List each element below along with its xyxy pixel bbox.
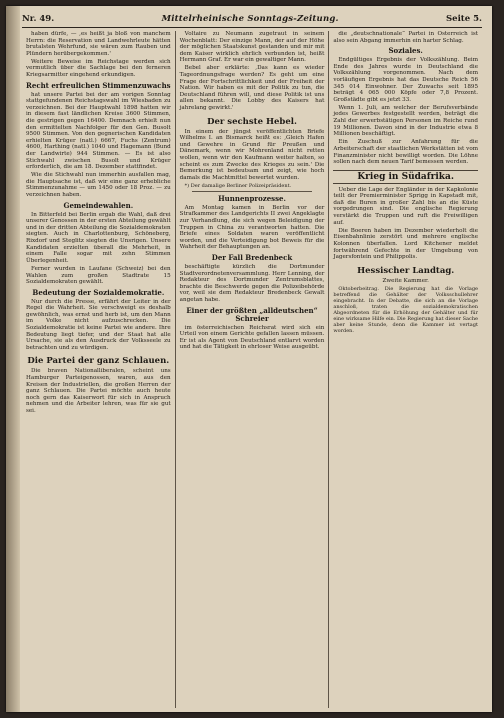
article-heading: Recht erfreulichen Stimmenzuwachs xyxy=(26,80,171,90)
article-text: Ein Zuschuß zur Anfahrung für die Arbeiterschaft der staatlichen Werkstätten ist vom Finanzminister nicht bewilligt worden. Die Löhne sollen nach dem neuen Tarif bemessen werden. xyxy=(333,139,479,166)
article-text: Bebel aber erklärte: ,Das kann es wieder Tageordnungsfrage werden? Es geht um eine Frage der Fortschrittlichkeit und der Freiheit der Nation. Wir haben es mit der Politik zu tun, die Deutschland führen will, und diese Politik ist uns allen bekannt. Die Lobby des Kaisers hat jahrelang gewirkt.' xyxy=(179,65,325,112)
page-binding-edge xyxy=(6,6,20,712)
article-text: Ferner wurden in Laufane (Schweiz) bei den Wahlen zum großen Stadtrate 15 Sozialdemokraten gewählt. xyxy=(26,265,171,286)
article-text: Wie die Stichwahl nun immerhin ausfallen mag, die Hauptsache ist, daß wir eine ganz erhebliche Stimmenzunahme — um 1450 oder 18 Proz. — zu verzeichnen haben. xyxy=(26,172,171,199)
article-heading: Der Fall Bredenbeck xyxy=(211,253,293,263)
newspaper-page xyxy=(6,6,492,712)
article-text: Nur durch die Presse, erfährt der Leiter in der Regel die Wahrheit. Sie verschweigt es deshalb gewöhnlich, was ernst und herb ist, um den Mann im Volke nicht aufzuschrecken. Die Sozialdemokratie ist keine Partei wie andere. Ihre Bedeutung liegt tiefer, und der Staat hat alle Ursache, sie als den Ausdruck der Volksseele zu betrachten und zu würdigen. xyxy=(26,298,171,351)
article-text: Oktoberbeitrag. Die Regierung hat die Vorlage betreffend die Gehälter der Volksschullehrer eingebracht. In der Debatte, die sich an die Vorlage anschloß, traten die sozialdemokratischen Abgeordneten für die Erhöhung der Gehälter und für eine wirksame Hilfe ein. Die Regierung hat dieser Sache aber keine Stunde, denn die Kammer ist vertagt worden. xyxy=(333,286,479,335)
article-text: Voltaire zu Neumann zugetraut in seinem Wochenblatt: Der einzige Mann, der auf der Höhe der möglichen Staatskunst gestanden und mir mit dem Kaiser wirklich ehrlich verbunden ist, heißt Hermann Graf. Er war ein gewaltiger Mann. xyxy=(179,31,325,64)
article-heading: Die Partei der ganz Schlauen. xyxy=(27,356,170,367)
article-heading: Der sechste Hebel. xyxy=(207,116,297,127)
article-text: In Bitterfeld bei Berlin ergab die Wahl, daß drei unserer Genossen in der ersten Abteilung gewählt und in der dritten Abteilung die Sozialdemokraten siegten. Auch in Charlottenburg, Schöneberg, Rixdorf und Steglitz siegten die Unsrigen. Unsere Kandidaten erzielten überall die Mehrheit, in einem Falle sogar mit zehn Stimmen Überlegenheit. xyxy=(26,211,171,264)
article-text: Die Boeren haben im Dezember wiederholt die Eisenbahnlinie zerstört und mehrere englische Kolonnen überfallen. Lord Kitchener meldet fortwährend Gefechte in der Umgebung von Jagersfontein und Philippolis. xyxy=(333,227,479,261)
article-text: Endgültiges Ergebnis der Volkszählung. Beim Ende des Jahres wurde in Deutschland die Volkszählung vorgenommen. Nach dem vorläufigen Ergebnis hat das Deutsche Reich 56 345 014 Einwohner. Der Zuwachs seit 1895 beträgt 4 065 000 Köpfe oder 7,8 Prozent. Großstädte gibt es jetzt 33. xyxy=(333,57,479,103)
article-text: hat unsere Partei bei der am vorigen Sonntag stattgefundenen Reichstagswahl im Wiesbaden zu verzeichnen. Bei der Hauptwahl 1898 hatten wir in diesem fast ländlichen Kreise 3600 Stimmen, die gestrigen gegen 16400. Demnach erhielt nun den ermittelten Nachfolger für den Gen. Busolt 9500 Stimmen. Von den gegnerischen Kandidaten erhielten Krüger (natl.) 6667, Fuchs (Zentrum) 4600, Harthing (natl.) 1040 und Hagemann (Bund der Landwirte) 944 Stimmen. — Es ist also Stichwahl zwischen Busolt und Krüger erforderlich, die am 18. Dezember stattfindet. xyxy=(26,91,171,171)
article-heading: Hessischer Landtag. xyxy=(357,265,455,276)
article-heading: Gemeindewahlen. xyxy=(63,200,134,210)
column-middle xyxy=(175,31,329,708)
article-heading: Bedeutung der Sozialdemokratie. xyxy=(32,287,165,297)
footnote: *) Der damalige Berliner Polizeipräsident. xyxy=(184,182,292,189)
column-right xyxy=(328,31,482,708)
article-text: Am Montag kamen in Berlin vor der Strafkammer des Landgerichts II zwei Angeklagte zur Verhandlung, die sich wegen Beleidigung der Truppen in China zu verantworten hatten. Die Briefe eines Soldaten waren veröffentlicht worden, und die Verteidigung bot Beweis für die Wahrheit der Behauptungen an. xyxy=(179,204,325,251)
article-text: haben dürfe, — ,es heißt ja bloß von manchem Herrn: die Reservation und Landwehrleute hätten brutalsten Wehrfund, sie wären zum Rauben und Plündern herübergekommen.' xyxy=(26,31,171,57)
article-text: Wenn 1. Juli, am welcher der Berufsverbände jedes Gewerbes festgestellt werden, beträgt die Zahl der erwerbstätigen Personen im Reiche rund 19 Millionen. Davon sind in der Industrie etwa 8 Millionen beschäftigt. xyxy=(333,104,479,138)
page-header xyxy=(22,12,482,26)
article-text: im österreichischen Reichsrat wird sich ein Urteil von einem Gerichte gefallen lassen müssen. Er ist als Agent von Deutschland entlarvt worden und hat die Tätigkeit in ehrloser Weise ausgeübt. xyxy=(179,324,325,351)
divider xyxy=(192,191,313,192)
article-subheading: Zweite Kammer. xyxy=(382,277,429,284)
article-text: Ueber die Lage der Engländer in der Kapkolonie teilt der Premierminister Sprigg in Kapstadt mit, daß die Buren in großer Zahl bis an die Küste vorgedrungen sind. Die englische Regierung verstärkt die Truppen und ruft die Freiwilligen auf. xyxy=(333,186,479,226)
article-text: Die braven Nationalliberalen, scheint uns Hamburger Parteigenossen, waren, aus den Kreisen der Industriellen, die großen Herren der ganz Schlauen. Die Partei möchte auch heute noch gern das Kaiserwort für sich in Anspruch nehmen und die Arbeiter lehren, was für sie gut sei. xyxy=(26,368,171,414)
article-heading: Soziales. xyxy=(388,46,423,56)
article-heading-major: Krieg in Südafrika. xyxy=(333,170,478,184)
article-text: beschäftigte kürzlich die Dortmunder Stadtverordnetenversammlung. Herr Lenning, der Redakteur des Dortmunder Zentrumsblattes, brachte die Beschwerde gegen die Polizeibehörde vor, weil sie dem Redakteur Bredenbeck Gewalt angetan habe. xyxy=(179,264,325,303)
article-heading: Einer der größten „alldeutschen“ Schreier xyxy=(186,305,318,323)
article-heading: Hunnenprozesse. xyxy=(218,193,286,203)
article-text: In einem der jüngst veröffentlichten Briefe Wilhelms I. an Bismarck heißt es: ,Gleich Hafen und Gewehre in Grund für Preußen und Dänemark, wenn wir Mohrenland nicht retten wollen, wenn wir den Kaufmann weiter halten, so scheint es zum Zwecke des Krieges zu sein.' Die Bemerkung ist bedeutsam und zeigt, wie hoch damals die Machtmittel bewertet wurden. xyxy=(179,128,325,181)
issue-number: Nr. 49. xyxy=(22,14,55,24)
column-left xyxy=(22,31,175,708)
header-rule xyxy=(22,27,482,28)
article-text: die „deutschnationale“ Partei in Österreich ist also sein Abgang immerhin ein harter Schlag. xyxy=(333,31,479,44)
newspaper-title: Mittelrheinische Sonntags-Zeitung. xyxy=(161,14,339,24)
article-columns xyxy=(22,31,482,708)
article-text: Weitere Beweise im Reichstage werden sich vermutlich über die Sachlage bei den ferneren Kriegsarmitter eingehend erkundigen. xyxy=(26,58,171,79)
page-number: Seite 5. xyxy=(446,14,482,24)
